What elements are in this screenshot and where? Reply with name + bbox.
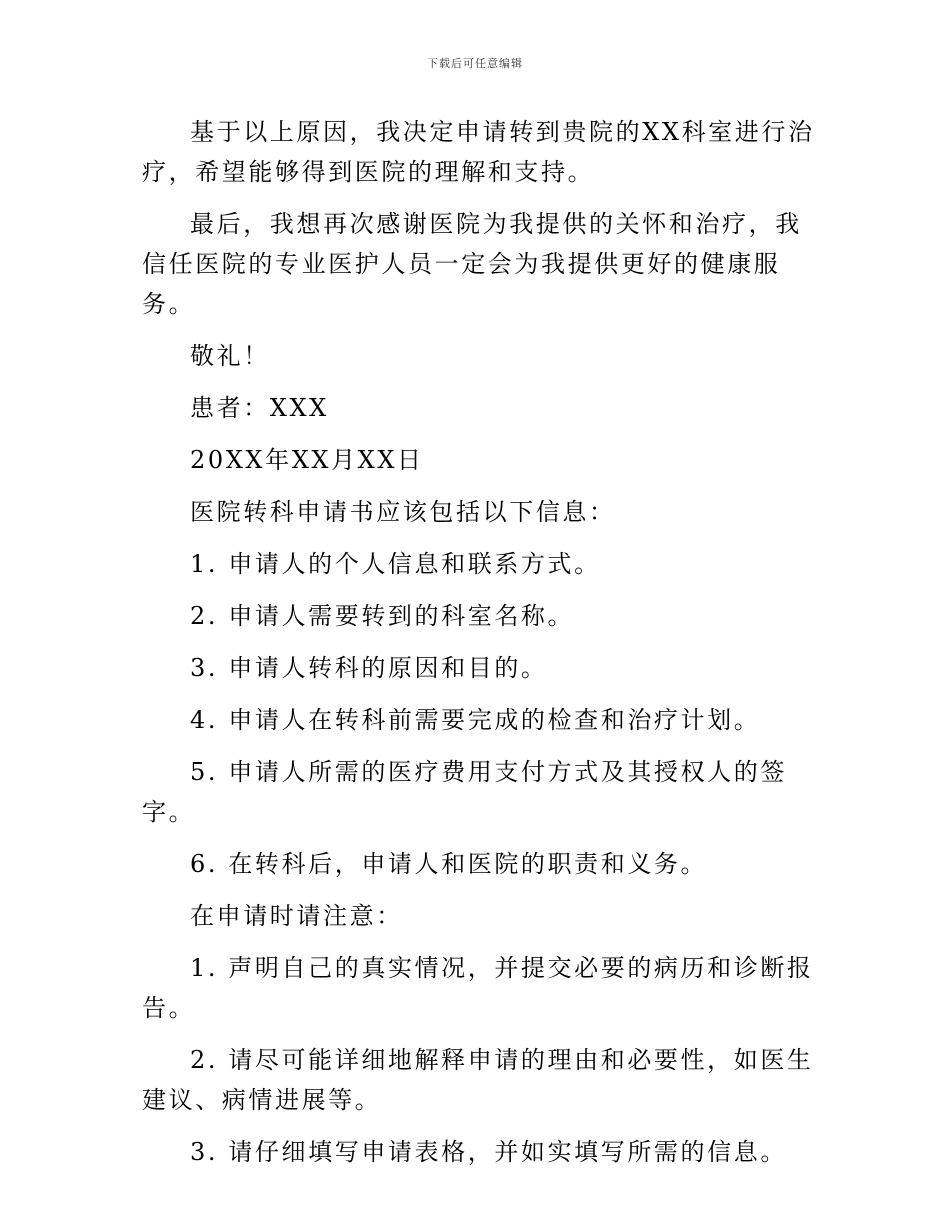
- list-item: 2. 请尽可能详细地解释申请的理由和必要性，如医生建议、病情进展等。: [142, 1046, 814, 1114]
- list-item: 5. 申请人所需的医疗费用支付方式及其授权人的签字。: [142, 758, 787, 826]
- list-item: 4. 申请人在转科前需要完成的检查和治疗计划。: [190, 706, 761, 734]
- page-header: 下载后可任意编辑: [427, 57, 523, 70]
- list-item: 1. 申请人的个人信息和联系方式。: [190, 550, 601, 578]
- section-heading-notes: 在申请时请注意：: [190, 902, 403, 930]
- list-item: 1. 声明自己的真实情况，并提交必要的病历和诊断报告。: [142, 954, 814, 1022]
- signature-patient: 患者：XXX: [190, 394, 329, 422]
- signature-date: 20XX年XX月XX日: [190, 446, 424, 474]
- paragraph-reason: 基于以上原因，我决定申请转到贵院的XX科室进行治疗，希望能够得到医院的理解和支持。: [142, 118, 815, 186]
- section-heading-contents: 医院转科申请书应该包括以下信息：: [190, 498, 616, 526]
- paragraph-thanks: 最后，我想再次感谢医院为我提供的关怀和治疗，我信任医院的专业医护人员一定会为我提供更好的健康服务。: [142, 210, 802, 318]
- closing-salute: 敬礼！: [190, 342, 270, 370]
- document-body: [142, 112, 822, 1184]
- list-item: 6. 在转科后，申请人和医院的职责和义务。: [190, 850, 708, 878]
- list-item: 3. 请仔细填写申请表格，并如实填写所需的信息。: [190, 1138, 787, 1166]
- list-item: 2. 申请人需要转到的科室名称。: [190, 602, 575, 630]
- list-item: 3. 申请人转科的原因和目的。: [190, 654, 548, 682]
